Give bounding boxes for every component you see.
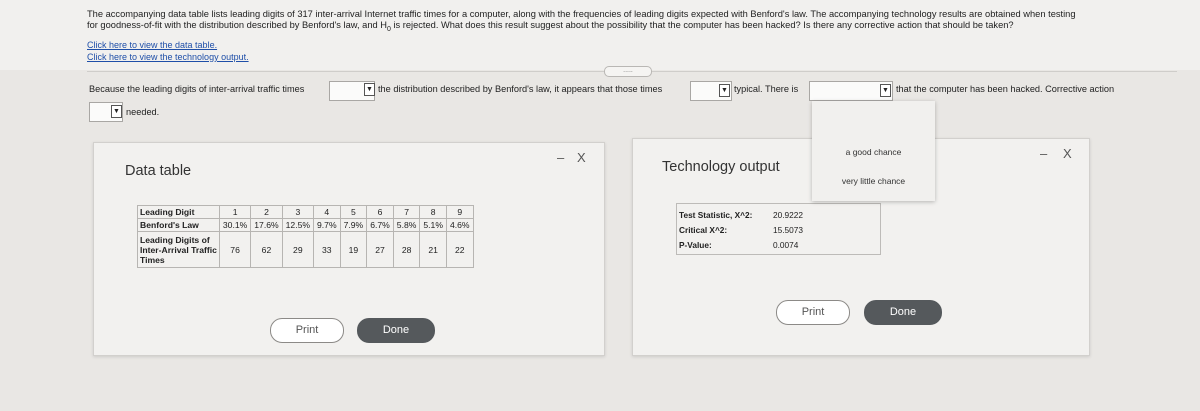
digit-cell: 8 — [420, 206, 447, 219]
observed-cell: 28 — [393, 232, 420, 268]
question-line-1: The accompanying data table lists leading digits of 317 inter-arrival Internet traffic times for a computer, along with the frequencies of leading digits expected with Benford's law. The accompanying technology results are obtained when testing — [87, 9, 1076, 19]
benford-cell: 9.7% — [314, 219, 341, 232]
data-done-button[interactable]: Done — [357, 318, 435, 343]
observed-cell: 76 — [219, 232, 250, 268]
digit-cell: 6 — [367, 206, 394, 219]
observed-cell: 62 — [251, 232, 282, 268]
observed-cell: 27 — [367, 232, 394, 268]
tech-print-button[interactable]: Print — [776, 300, 850, 325]
test-statistic-value: 20.9222 — [773, 210, 803, 220]
answer-text-1: Because the leading digits of inter-arrival traffic times — [89, 84, 305, 94]
critical-value-label: Critical X^2: — [679, 225, 728, 235]
digit-cell: 9 — [446, 206, 473, 219]
digit-cell: 3 — [282, 206, 313, 219]
minimize-icon[interactable]: – — [557, 150, 565, 165]
row-label-line: Inter-Arrival Traffic — [140, 244, 217, 255]
benford-cell: 5.8% — [393, 219, 420, 232]
benford-cell: 6.7% — [367, 219, 394, 232]
observed-cell: 22 — [446, 232, 473, 268]
dropdown-menu — [812, 101, 935, 201]
view-data-table-link[interactable]: Click here to view the data table. — [87, 40, 218, 50]
observed-cell: 33 — [314, 232, 341, 268]
chevron-down-icon: ▼ — [364, 83, 375, 96]
row-label-line: Times — [140, 254, 165, 265]
chevron-down-icon: ▼ — [719, 84, 730, 97]
digit-cell: 5 — [340, 206, 367, 219]
h0-subscript: 0 — [386, 25, 391, 33]
technology-output-title: Technology output — [662, 159, 780, 175]
answer-text-2: the distribution described by Benford's law, it appears that those times — [378, 84, 663, 94]
question-line-2-start: for goodness-of-fit with the distribution described by Benford's law, and H — [87, 20, 387, 30]
chevron-down-icon: ▼ — [880, 84, 891, 97]
digit-cell: 7 — [393, 206, 420, 219]
dropdown-3[interactable] — [809, 81, 893, 101]
resize-grip[interactable]: ..... — [604, 66, 652, 77]
dropdown-4[interactable] — [89, 102, 123, 122]
digit-cell: 4 — [314, 206, 341, 219]
table-row-observed — [138, 232, 474, 268]
minimize-icon[interactable]: – — [1040, 146, 1048, 161]
critical-value: 15.5073 — [773, 225, 803, 235]
table-row-benford — [138, 219, 474, 232]
benford-cell: 30.1% — [219, 219, 250, 232]
close-icon[interactable]: X — [577, 150, 586, 165]
dropdown-1-toggle[interactable] — [363, 81, 375, 99]
view-technology-output-link[interactable]: Click here to view the technology output. — [87, 52, 249, 62]
technology-output-box — [676, 203, 881, 255]
table-row-digits — [138, 206, 474, 219]
digit-cell: 1 — [219, 206, 250, 219]
answer-text-3: typical. There is — [734, 84, 799, 94]
benford-cell: 5.1% — [420, 219, 447, 232]
dropdown-2[interactable] — [690, 81, 732, 101]
benford-cell: 7.9% — [340, 219, 367, 232]
data-table — [137, 205, 474, 268]
question-line-2-end: is rejected. What does this result suggest about the possibility that the computer has been hacked? Is there any corrective action that should be taken? — [390, 20, 1014, 30]
question-text — [87, 9, 1177, 35]
row-label-leading-digit: Leading Digit — [138, 206, 220, 219]
chevron-down-icon: ▼ — [111, 105, 122, 118]
benford-cell: 17.6% — [251, 219, 282, 232]
observed-cell: 21 — [420, 232, 447, 268]
benford-cell: 4.6% — [446, 219, 473, 232]
p-value-label: P-Value: — [679, 240, 712, 250]
close-icon[interactable]: X — [1063, 146, 1072, 161]
observed-cell: 19 — [340, 232, 367, 268]
option-a-good-chance[interactable]: a good chance — [845, 147, 902, 157]
tech-done-button[interactable]: Done — [864, 300, 942, 325]
test-statistic-label: Test Statistic, X^2: — [679, 210, 753, 220]
p-value: 0.0074 — [773, 240, 799, 250]
question-line-2 — [87, 20, 1177, 35]
row-label-benfords-law: Benford's Law — [138, 219, 220, 232]
answer-text-4: that the computer has been hacked. Corrective action — [896, 84, 1115, 94]
digit-cell: 2 — [251, 206, 282, 219]
benford-cell: 12.5% — [282, 219, 313, 232]
option-very-little-chance[interactable]: very little chance — [841, 176, 906, 186]
answer-text-5: needed. — [126, 107, 160, 117]
row-label-inter-arrival-times — [138, 232, 220, 268]
row-label-line: Leading Digits of — [140, 234, 210, 245]
data-print-button[interactable]: Print — [270, 318, 344, 343]
data-table-title: Data table — [125, 163, 192, 179]
observed-cell: 29 — [282, 232, 313, 268]
